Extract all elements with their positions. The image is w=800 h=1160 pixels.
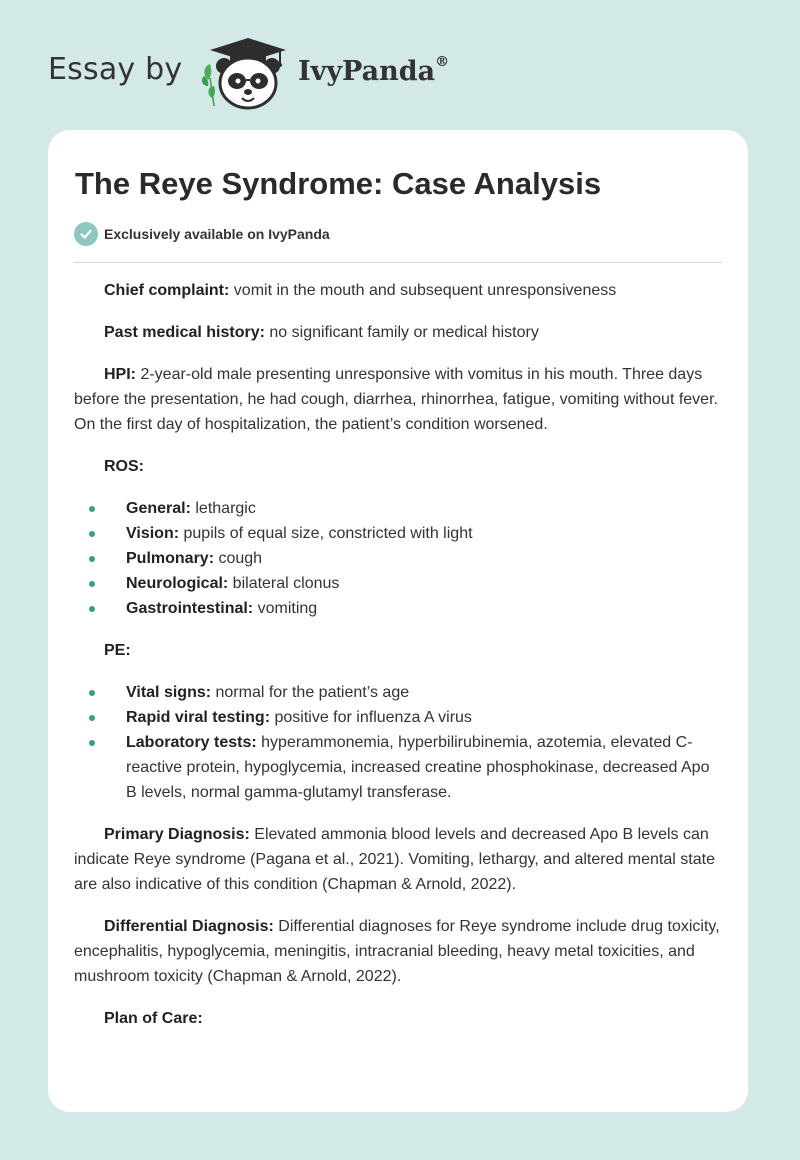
pe-heading: PE:: [104, 642, 131, 659]
check-circle-icon: [74, 222, 98, 246]
badge-text: Exclusively available on IvyPanda: [104, 226, 330, 242]
bullet-icon: [89, 556, 95, 562]
page-title: The Reye Syndrome: Case Analysis: [75, 166, 602, 201]
bullet-icon: [89, 690, 95, 696]
list-item: Laboratory tests: hyperammonemia, hyperbilirubinemia, azotemia, elevated C-reactive protein, hypoglycemia, increased creatine phosphokinase, decreased Apo B levels, normal gamma-glutamyl transferase.: [74, 730, 722, 805]
registered-mark: ®: [435, 54, 450, 70]
differential-diagnosis: Differential Diagnosis: Differential diagnoses for Reye syndrome include drug toxicity, encephalitis, hypoglycemia, meningitis, intracranial bleeding, heavy metal toxicities, and mushroom toxicity (Chapman & Arnold, 2022).: [74, 918, 720, 985]
primary-diagnosis: Primary Diagnosis: Elevated ammonia blood levels and decreased Apo B levels can indicate Reye syndrome (Pagana et al., 2021). Vomiting, lethargy, and altered mental state are also indicative of this condition (Chapman & Arnold, 2022).: [74, 826, 715, 893]
bullet-icon: [89, 531, 95, 537]
ros-list: [74, 496, 722, 621]
divider: [74, 262, 722, 263]
pe-list: [74, 680, 722, 805]
list-item: Neurological: bilateral clonus: [74, 571, 722, 596]
list-item: Pulmonary: cough: [74, 546, 722, 571]
plan-of-care: Plan of Care:: [104, 1010, 203, 1027]
essay-card: [48, 130, 748, 1112]
bullet-icon: [89, 715, 95, 721]
list-item: Vital signs: normal for the patient’s age: [74, 680, 722, 705]
site-header: [0, 0, 800, 130]
brand-name[interactable]: IvyPanda®: [298, 54, 450, 87]
list-item: Rapid viral testing: positive for influenza A virus: [74, 705, 722, 730]
exclusive-badge: [74, 222, 330, 246]
bullet-icon: [89, 606, 95, 612]
past-medical-history: Past medical history: no significant family or medical history: [104, 324, 539, 341]
ros-heading: ROS:: [104, 458, 144, 475]
list-item: Vision: pupils of equal size, constricted with light: [74, 521, 722, 546]
panda-logo-icon[interactable]: [200, 36, 295, 111]
essay-body: [74, 278, 722, 1048]
hpi: HPI: 2-year-old male presenting unresponsive with vomitus in his mouth. Three days before the presentation, he had cough, diarrhea, rhinorrhea, fatigue, vomiting without fever. On the first day of hospitalization, the patient’s condition worsened.: [74, 366, 718, 433]
bullet-icon: [89, 740, 95, 746]
bullet-icon: [89, 581, 95, 587]
bullet-icon: [89, 506, 95, 512]
list-item: Gastrointestinal: vomiting: [74, 596, 722, 621]
chief-complaint: Chief complaint: vomit in the mouth and subsequent unresponsiveness: [104, 282, 617, 299]
brand-prefix: Essay by: [48, 52, 183, 87]
list-item: General: lethargic: [74, 496, 722, 521]
